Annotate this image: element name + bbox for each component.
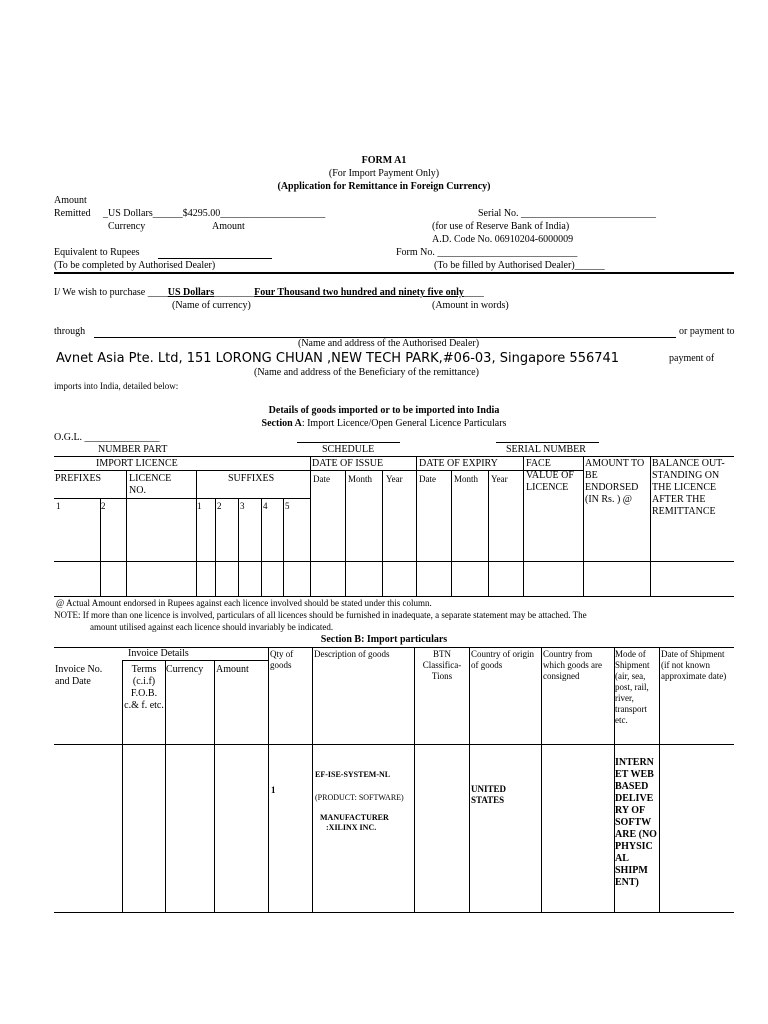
ogl-field: O.G.L. _______________ <box>54 432 160 443</box>
words-note: (Amount in words) <box>432 300 509 311</box>
amount-col-label-b: Amount <box>216 664 249 675</box>
table-b-v5 <box>312 647 313 912</box>
currency-note: (Name of currency) <box>172 300 251 311</box>
table-a-v7 <box>283 498 284 596</box>
table-b-v10 <box>659 647 660 912</box>
table-a-bottom <box>54 596 734 597</box>
through-label: through <box>54 326 86 337</box>
rupees-line <box>158 258 272 259</box>
amount-label: Amount <box>54 195 87 206</box>
note-line-1: NOTE: If more than one licence is involved, particulars of all licences should be furnished in inadequate, a separate statement may be attached. The <box>54 610 587 620</box>
rbi-note: (for use of Reserve Bank of India) <box>432 221 570 232</box>
beneficiary-note: (Name and address of the Beneficiary of the remittance) <box>254 367 479 378</box>
table-a-v11 <box>416 456 417 596</box>
issue-month-label: Month <box>348 474 373 484</box>
expiry-month-label: Month <box>454 474 479 484</box>
row-desc-4: :XILINX INC. <box>326 823 377 832</box>
table-b-v2 <box>165 660 166 912</box>
purchase-suffix: ____ <box>463 287 484 298</box>
date-shipment-label: Date of Shipment (if not known approximate date) <box>661 649 727 681</box>
currency-amount-value: _US Dollars______$4295.00_____________________ <box>103 208 326 219</box>
schedule-label: SCHEDULE <box>322 444 375 455</box>
table-a-v5 <box>238 498 239 596</box>
suffix-num: 1 <box>197 501 202 511</box>
row-mode: INTERN ET WEB BASED DELIVE RY OF SOFTW ARE (NO PHYSIC AL SHIPM ENT) <box>615 757 657 888</box>
import-licence-label: IMPORT LICENCE <box>96 458 178 469</box>
purchase-mid: ________ <box>214 287 255 298</box>
purchase-currency: US Dollars <box>167 287 215 298</box>
purchase-line <box>54 287 484 299</box>
expiry-year-label: Year <box>491 474 508 484</box>
issue-year-label: Year <box>386 474 403 484</box>
prefixes-label: PREFIXES <box>55 473 102 484</box>
table-a-v13 <box>488 470 489 596</box>
table-a-top <box>54 456 734 457</box>
serial-no-field: Serial No. ___________________________ <box>478 208 657 219</box>
table-b-bottom <box>54 912 734 913</box>
row-origin: UNITED STATES <box>471 784 507 805</box>
amount-col-label: Amount <box>212 221 245 232</box>
face-value-label: FACE VALUE OF LICENCE <box>526 458 574 493</box>
table-a-v12 <box>451 470 452 596</box>
expiry-date-label: Date <box>419 474 436 484</box>
suffix-num: 2 <box>217 501 222 511</box>
table-a-v4 <box>215 498 216 596</box>
date-of-expiry-label: DATE OF EXPIRY <box>419 458 498 469</box>
imports-note: imports into India, detailed below: <box>54 381 179 391</box>
country-origin-label: Country of origin of goods <box>471 649 534 670</box>
table-b-v7 <box>469 647 470 912</box>
form-subtitle: (For Import Payment Only) <box>328 168 440 179</box>
table-b-v6 <box>414 647 415 912</box>
row-desc-3: MANUFACTURER <box>320 813 389 822</box>
section-a-label: Section A <box>261 418 302 429</box>
date-of-issue-label: DATE OF ISSUE <box>312 458 384 469</box>
table-a-v9 <box>345 470 346 596</box>
description-label: Description of goods <box>314 649 390 659</box>
country-from-label: Country from which goods are consigned <box>543 649 602 681</box>
details-title: Details of goods imported or to be imported into India <box>268 405 500 416</box>
form-title: FORM A1 <box>361 155 407 166</box>
serial-number-label: SERIAL NUMBER <box>506 444 586 455</box>
qty-label: Qty of goods <box>270 649 294 670</box>
ogl-line-2 <box>297 442 400 443</box>
note-line-2: amount utilised against each licence should invariably be indicated. <box>90 622 334 632</box>
row-desc-2: (PRODUCT: SOFTWARE) <box>315 793 404 802</box>
section-a-title: : Import Licence/Open General Licence Particulars <box>301 418 507 429</box>
table-a-v2 <box>126 470 127 596</box>
purchase-amount-words: Four Thousand two hundred and ninety five only <box>254 287 464 298</box>
table-a-row2 <box>54 498 310 499</box>
table-b-v3 <box>214 660 215 912</box>
balance-label: BALANCE OUT- STANDING ON THE LICENCE AFTER THE REMITTANCE <box>652 458 725 517</box>
table-a-v10 <box>382 470 383 596</box>
table-b-v8 <box>541 647 542 912</box>
table-b-invoice-line <box>122 660 268 661</box>
table-a-v1 <box>100 498 101 596</box>
payment-of-label: payment of <box>669 353 715 364</box>
suffixes-label: SUFFIXES <box>228 473 275 484</box>
currency-label: Currency <box>108 221 146 232</box>
filled-by-note: (To be filled by Authorised Dealer)______ <box>434 260 605 271</box>
currency-col-label: Currency <box>166 664 204 675</box>
row-desc-1: EF-ISE-SYSTEM-NL <box>315 770 391 779</box>
actual-amount-note: @ Actual Amount endorsed in Rupees against each licence involved should be stated under this column. <box>56 598 432 608</box>
terms-label: Terms (c.i.f) F.O.B. c.& f. etc. <box>124 664 164 711</box>
ogl-line-3 <box>496 442 599 443</box>
divider-thick <box>54 272 734 274</box>
or-payment-label: or payment to <box>679 326 735 337</box>
mode-label: Mode of Shipment (air, sea, post, rail, river, transport etc. <box>615 649 650 725</box>
invoice-details-label: Invoice Details <box>128 648 189 659</box>
form-no-field: Form No. ____________________________ <box>396 247 578 258</box>
table-b-v4 <box>268 647 269 912</box>
issue-date-label: Date <box>313 474 330 484</box>
table-b-header-bottom <box>54 744 734 745</box>
prefix-num: 1 <box>56 501 61 511</box>
amount-endorsed-label: AMOUNT TO BE ENDORSED (IN Rs. ) @ <box>585 458 645 505</box>
form-heading: (Application for Remittance in Foreign Currency) <box>277 181 491 192</box>
remitted-label: Remitted <box>54 208 91 219</box>
section-b-title: Section B: Import particulars <box>320 634 448 645</box>
row-qty: 1 <box>271 785 276 795</box>
licence-no-label: LICENCE NO. <box>129 473 172 496</box>
prefix-num: 2 <box>101 501 106 511</box>
table-a-v3 <box>196 470 197 596</box>
dealer-note: (Name and address of the Authorised Dealer) <box>298 338 480 349</box>
table-a-row1 <box>54 470 584 471</box>
equivalent-rupees-label: Equivalent to Rupees <box>54 247 140 258</box>
suffix-num: 4 <box>263 501 268 511</box>
suffix-num: 5 <box>285 501 290 511</box>
section-a-heading <box>234 418 534 430</box>
btn-label: BTN Classifica- Tions <box>422 649 462 681</box>
number-part-label: NUMBER PART <box>98 444 168 455</box>
table-a-row3 <box>54 561 734 562</box>
beneficiary-name: Avnet Asia Pte. Ltd, 151 LORONG CHUAN ,NEW TECH PARK,#06-03, Singapore 556741 <box>56 351 620 366</box>
table-a-v6 <box>261 498 262 596</box>
table-a-v8 <box>310 456 311 596</box>
suffix-num: 3 <box>240 501 245 511</box>
auth-dealer-note: (To be completed by Authorised Dealer) <box>54 260 216 271</box>
ad-code: A.D. Code No. 06910204-6000009 <box>432 234 574 245</box>
purchase-prefix: I/ We wish to purchase ____ <box>54 287 168 298</box>
table-a-v14 <box>523 456 524 596</box>
invoice-no-label: Invoice No. and Date <box>55 664 103 687</box>
